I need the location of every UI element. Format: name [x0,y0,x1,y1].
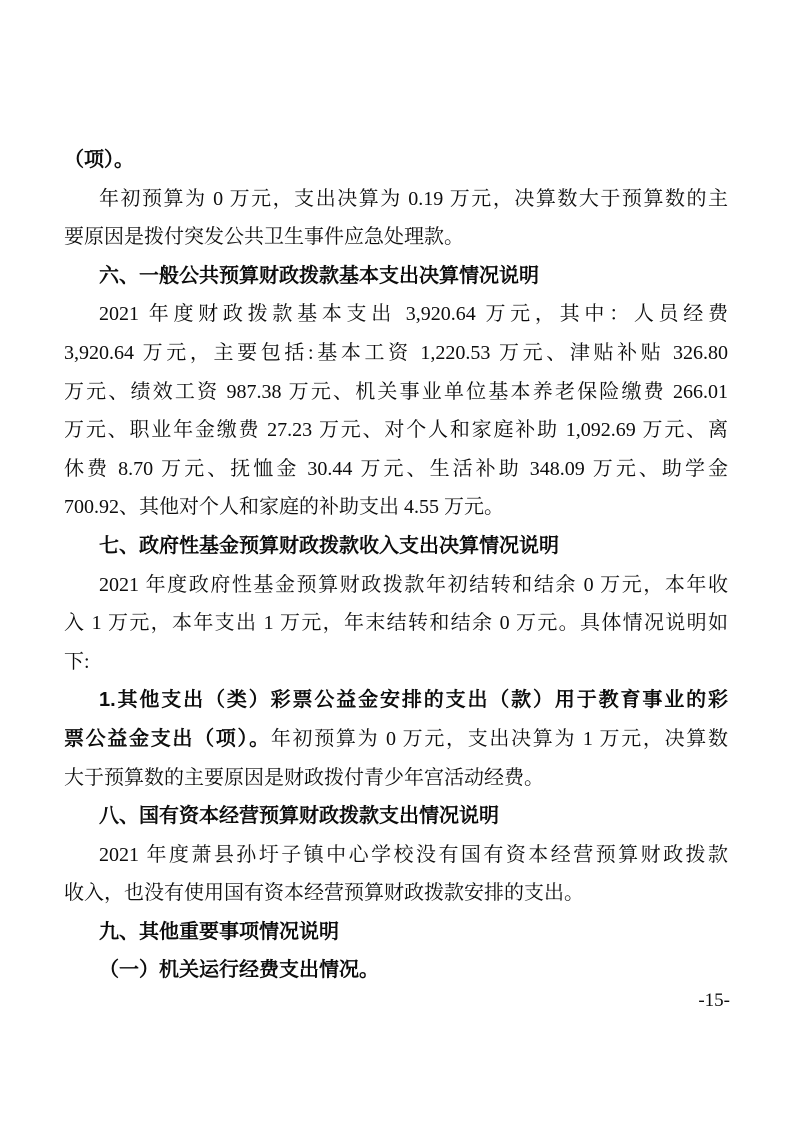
subitem-heading-line: 1.其他支出（类）彩票公益金安排的支出（款）用于教育事业的彩 [99,689,728,712]
mixed-line [64,720,728,759]
section-heading-6: 六、一般公共预算财政拨款基本支出决算情况说明 [99,264,539,287]
subitem-heading-tail: 票公益金支出（项）。 [64,727,271,750]
page-content [64,141,728,990]
paragraph-line: 3,920.64 万元，主要包括:基本工资 1,220.53 万元、津贴补贴 326.80 [64,341,728,364]
paragraph-line: 大于预算数的主要原因是财政拨付青少年宫活动经费。 [64,766,544,789]
subheading-tail-line: （项）。 [64,149,134,171]
paragraph-line: 2021 年度财政拨款基本支出 3,920.64 万元，其中：人员经费 [99,303,728,326]
paragraph-line: 2021 年度政府性基金预算财政拨款年初结转和结余 0 万元，本年收 [99,573,728,596]
paragraph-line: 要原因是拨付突发公共卫生事件应急处理款。 [64,226,464,249]
paragraph-text: 年初预算为 0 万元，支出决算为 1 万元，决算数 [270,727,728,750]
section-heading-7: 七、政府性基金预算财政拨款收入支出决算情况说明 [99,534,559,557]
paragraph-line: 万元、职业年金缴费 27.23 万元、对个人和家庭补助 1,092.69 万元、离 [64,419,728,442]
section-heading-9: 九、其他重要事项情况说明 [99,920,339,943]
paragraph-line: 万元、绩效工资 987.38 万元、机关事业单位基本养老保险缴费 266.01 [64,380,728,403]
paragraph-line: 收入，也没有使用国有资本经营预算财政拨款安排的支出。 [64,882,584,905]
paragraph-line: 年初预算为 0 万元，支出决算为 0.19 万元，决算数大于预算数的主 [99,187,728,210]
page-number: -15- [698,990,730,1011]
paragraph-line: 休费 8.70 万元、抚恤金 30.44 万元、生活补助 348.09 万元、助学金 [64,457,728,480]
section-heading-8: 八、国有资本经营预算财政拨款支出情况说明 [99,805,499,828]
paragraph-line: 2021 年度萧县孙圩子镇中心学校没有国有资本经营预算财政拨款 [99,843,728,866]
subsection-heading-1: （一）机关运行经费支出情况。 [99,959,379,982]
paragraph-line: 700.92、其他对个人和家庭的补助支出 4.55 万元。 [64,496,504,519]
paragraph-line: 下: [64,650,90,673]
paragraph-line: 入 1 万元，本年支出 1 万元，年末结转和结余 0 万元。具体情况说明如 [64,612,728,635]
